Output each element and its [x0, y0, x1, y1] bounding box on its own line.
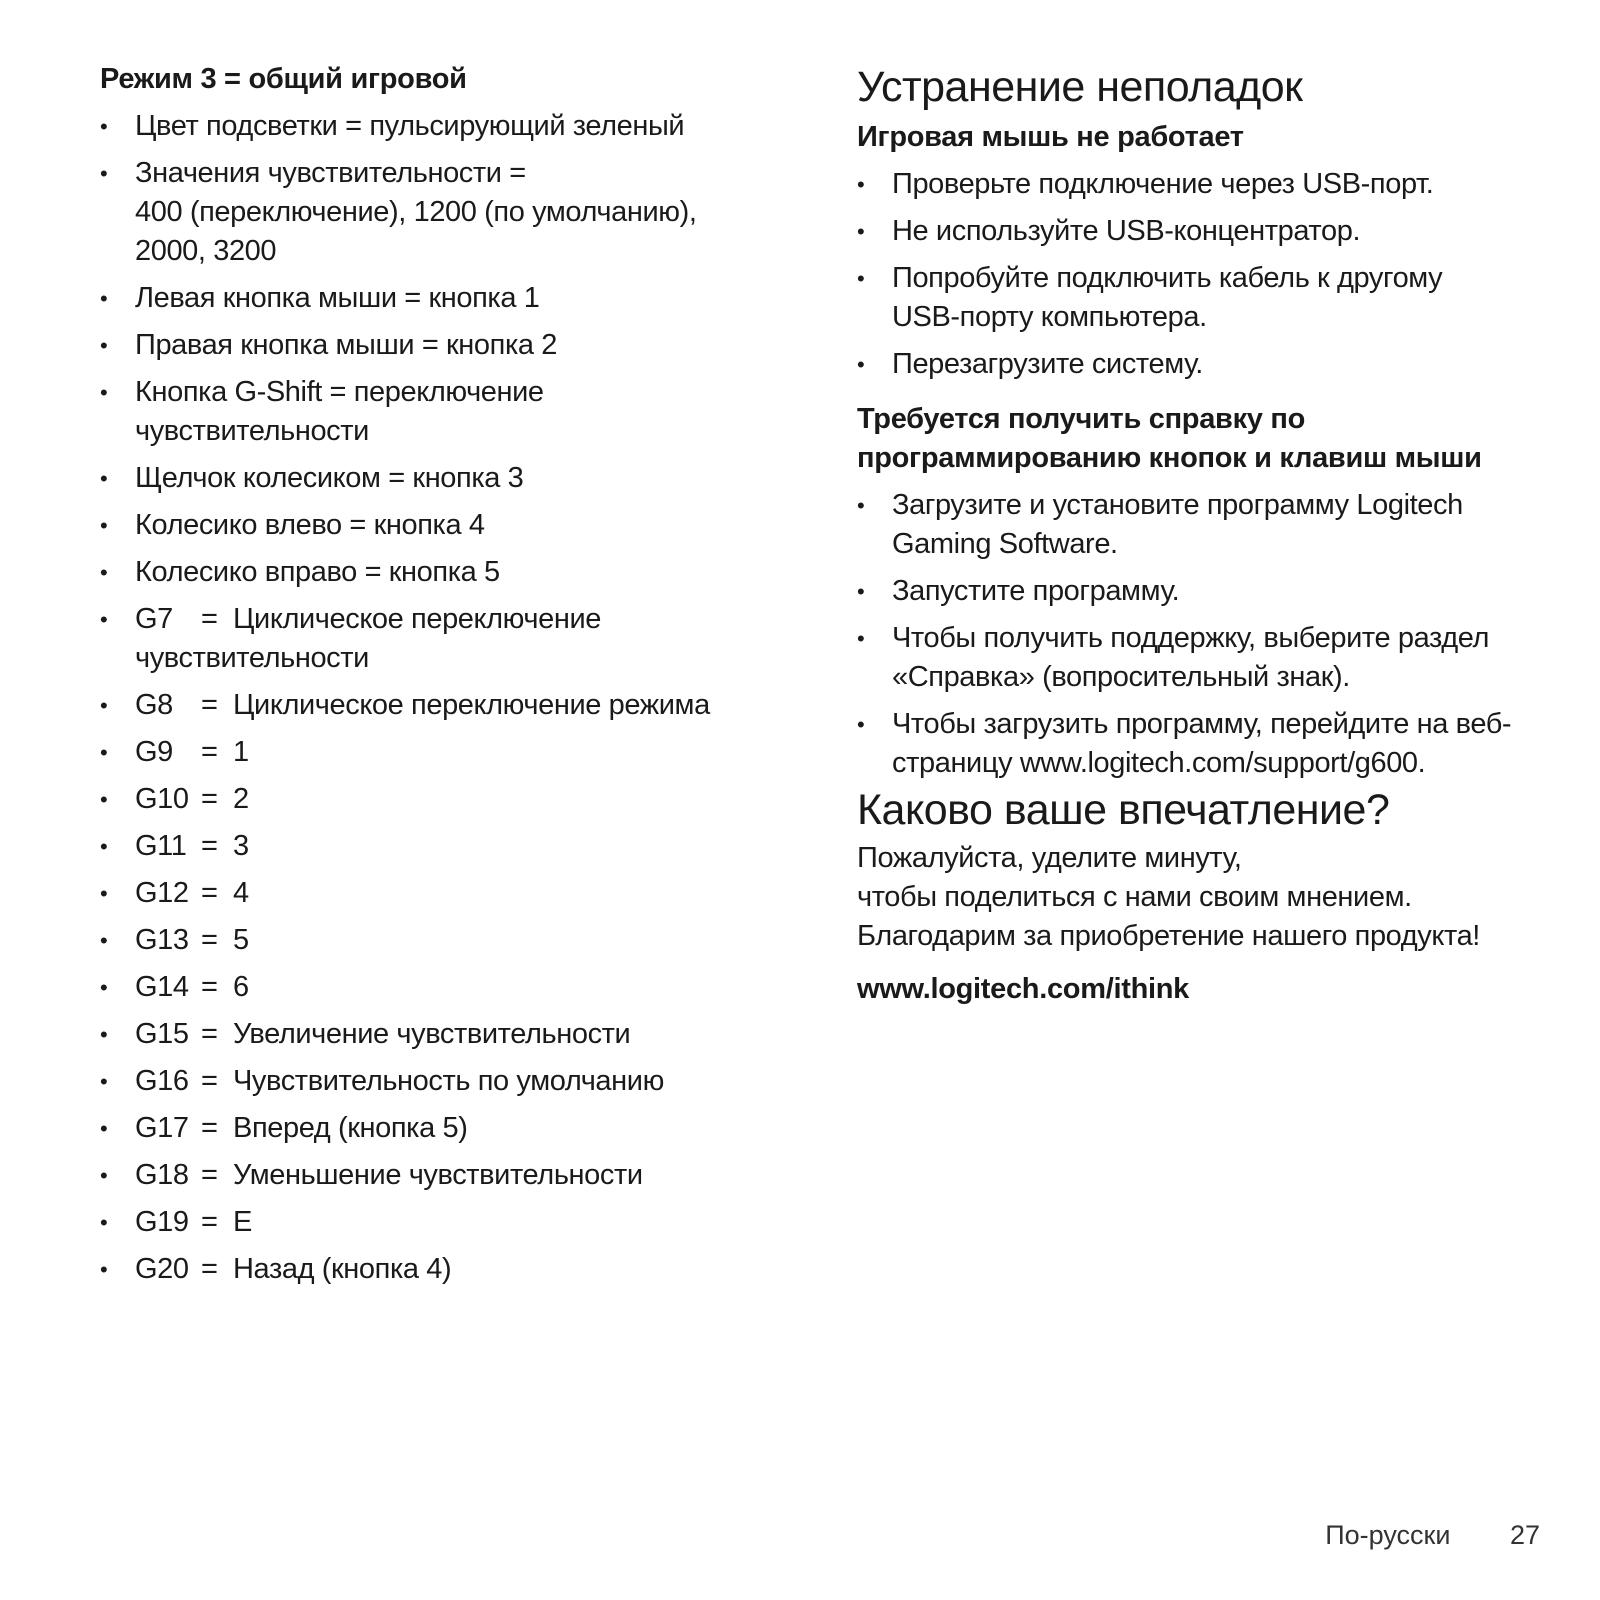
gkey-value: Вперед (кнопка 5) [233, 1112, 468, 1144]
bullet-icon: • [100, 114, 108, 139]
list-item [100, 553, 760, 592]
list-item [857, 165, 1547, 204]
gkey-equals: = [201, 1112, 218, 1144]
gkey-label: G10 [135, 783, 189, 815]
gkey-value: Циклическое переключение режима [233, 689, 710, 721]
gkey-equals: = [201, 1253, 218, 1285]
gkey-mapping [100, 1156, 760, 1195]
troubleshooting-title: Устранение неполадок [857, 63, 1303, 111]
gkey-equals: = [201, 830, 218, 862]
list-item-text: Запустите программу. [892, 575, 1180, 607]
gkey-value: 6 [233, 971, 249, 1003]
gkey-equals: = [201, 924, 218, 956]
bullet-icon: • [100, 928, 108, 953]
bullet-icon: • [100, 333, 108, 358]
bullet-icon: • [100, 1022, 108, 1047]
gkey-label: G18 [135, 1159, 189, 1191]
list-item [857, 705, 1547, 783]
gkey-label: G7 [135, 603, 173, 635]
list-item [100, 506, 760, 545]
gkey-mapping [100, 1015, 760, 1054]
gkey-equals: = [201, 1065, 218, 1097]
gkey-value: 3 [233, 830, 249, 862]
gkey-label: G19 [135, 1206, 189, 1238]
bullet-icon: • [857, 266, 865, 291]
gkey-value: Циклическое переключение чувствительности [135, 603, 601, 674]
bullet-icon: • [100, 466, 108, 491]
footer-language: По-русски [1325, 1520, 1451, 1550]
gkey-equals: = [201, 971, 218, 1003]
gkey-mapping [100, 827, 760, 866]
bullet-icon: • [857, 352, 865, 377]
gkey-equals: = [201, 689, 218, 721]
gkey-label: G20 [135, 1253, 189, 1285]
bullet-icon: • [857, 579, 865, 604]
list-item [100, 107, 760, 146]
gkey-mapping [100, 1203, 760, 1242]
gkey-equals: = [201, 877, 218, 909]
gkey-mapping [100, 1062, 760, 1101]
list-item-text: Правая кнопка мыши = кнопка 2 [135, 329, 557, 361]
gkey-value: 5 [233, 924, 249, 956]
bullet-icon: • [857, 219, 865, 244]
list-item [857, 486, 1547, 564]
list-item-text: Чтобы получить поддержку, выберите раздел «Справка» (вопросительный знак). [892, 622, 1490, 693]
mouse-not-working-list [857, 165, 1547, 384]
bullet-icon: • [100, 693, 108, 718]
bullet-icon: • [100, 380, 108, 405]
bullet-icon: • [100, 1163, 108, 1188]
bullet-icon: • [100, 607, 108, 632]
gkey-value: 4 [233, 877, 249, 909]
gkey-equals: = [201, 736, 218, 768]
gkey-value: Увеличение чувствительности [233, 1018, 631, 1050]
gkey-equals: = [201, 1159, 218, 1191]
list-item-text: Попробуйте подключить кабель к другому USB-порту компьютера. [892, 262, 1443, 333]
page-footer [1325, 1518, 1540, 1552]
bullet-icon: • [857, 626, 865, 651]
bullet-icon: • [100, 560, 108, 585]
list-item-text: Цвет подсветки = пульсирующий зеленый [135, 110, 685, 142]
list-item-text: Не используйте USB-концентратор. [892, 215, 1361, 247]
gkey-equals: = [201, 603, 218, 635]
gkey-mapping [100, 1250, 760, 1289]
gkey-label: G14 [135, 971, 189, 1003]
list-item-text: Колесико влево = кнопка 4 [135, 509, 485, 541]
bullet-icon: • [100, 1116, 108, 1141]
gkey-mapping [100, 921, 760, 960]
bullet-icon: • [100, 740, 108, 765]
list-item [857, 619, 1547, 697]
gkey-mapping [100, 600, 760, 678]
right-column [857, 60, 1547, 1009]
bullet-icon: • [100, 1210, 108, 1235]
list-item [857, 345, 1547, 384]
bullet-icon: • [100, 1069, 108, 1094]
bullet-icon: • [100, 834, 108, 859]
gkey-label: G8 [135, 689, 173, 721]
bullet-icon: • [100, 787, 108, 812]
list-item-text: Левая кнопка мыши = кнопка 1 [135, 282, 540, 314]
bullet-icon: • [100, 881, 108, 906]
list-item-text: Чтобы загрузить программу, перейдите на веб- страницу www.logitech.com/support/g600. [892, 708, 1512, 779]
gkey-label: G16 [135, 1065, 189, 1097]
list-item-text: Загрузите и установите программу Logitech Gaming Software. [892, 489, 1463, 560]
feedback-title: Каково ваше впечатление? [857, 786, 1390, 834]
list-item [100, 279, 760, 318]
list-item-text: Кнопка G-Shift = переключение чувствительности [135, 376, 544, 447]
list-item-text: Перезагрузите систему. [892, 348, 1203, 380]
gkey-label: G17 [135, 1112, 189, 1144]
gkey-value: Уменьшение чувствительности [233, 1159, 643, 1191]
gkey-label: G12 [135, 877, 189, 909]
help-programming-list [857, 486, 1547, 783]
gkey-mapping [100, 780, 760, 819]
list-item [100, 373, 760, 451]
mode3-list [100, 107, 760, 1289]
bullet-icon: • [100, 286, 108, 311]
gkey-mapping [100, 686, 760, 725]
bullet-icon: • [100, 1257, 108, 1282]
mouse-not-working-heading: Игровая мышь не работает [857, 121, 1244, 153]
list-item-text: Значения чувствительности = 400 (переключение), 1200 (по умолчанию), 2000, 3200 [135, 157, 697, 267]
gkey-equals: = [201, 1206, 218, 1238]
feedback-link[interactable]: www.logitech.com/ithink [857, 973, 1189, 1005]
feedback-text [857, 839, 1547, 956]
list-item [857, 259, 1547, 337]
gkey-value: Назад (кнопка 4) [233, 1253, 452, 1285]
bullet-icon: • [100, 975, 108, 1000]
left-column [100, 60, 760, 1289]
gkey-value: E [233, 1206, 252, 1238]
list-item [100, 154, 760, 271]
feedback-line: чтобы поделиться с нами своим мнением. [857, 881, 1412, 913]
gkey-mapping [100, 968, 760, 1007]
list-item [100, 326, 760, 365]
gkey-equals: = [201, 783, 218, 815]
bullet-icon: • [100, 161, 108, 186]
list-item-text: Щелчок колесиком = кнопка 3 [135, 462, 524, 494]
feedback-line: Пожалуйста, уделите минуту, [857, 842, 1242, 874]
bullet-icon: • [857, 493, 865, 518]
gkey-label: G9 [135, 736, 173, 768]
gkey-value: 2 [233, 783, 249, 815]
list-item [857, 572, 1547, 611]
list-item [100, 459, 760, 498]
gkey-label: G15 [135, 1018, 189, 1050]
gkey-value: 1 [233, 736, 249, 768]
bullet-icon: • [857, 172, 865, 197]
list-item-text: Проверьте подключение через USB-порт. [892, 168, 1434, 200]
gkey-label: G11 [135, 830, 187, 862]
mode3-heading: Режим 3 = общий игровой [100, 63, 467, 95]
gkey-equals: = [201, 1018, 218, 1050]
page-number: 27 [1509, 1520, 1540, 1550]
bullet-icon: • [100, 513, 108, 538]
list-item-text: Колесико вправо = кнопка 5 [135, 556, 500, 588]
list-item [857, 212, 1547, 251]
feedback-line: Благодарим за приобретение нашего продукта! [857, 920, 1480, 952]
gkey-label: G13 [135, 924, 189, 956]
gkey-value: Чувствительность по умолчанию [233, 1065, 664, 1097]
bullet-icon: • [857, 712, 865, 737]
gkey-mapping [100, 874, 760, 913]
help-programming-heading: Требуется получить справку по программированию кнопок и клавиш мыши [857, 403, 1482, 474]
gkey-mapping [100, 1109, 760, 1148]
gkey-mapping [100, 733, 760, 772]
